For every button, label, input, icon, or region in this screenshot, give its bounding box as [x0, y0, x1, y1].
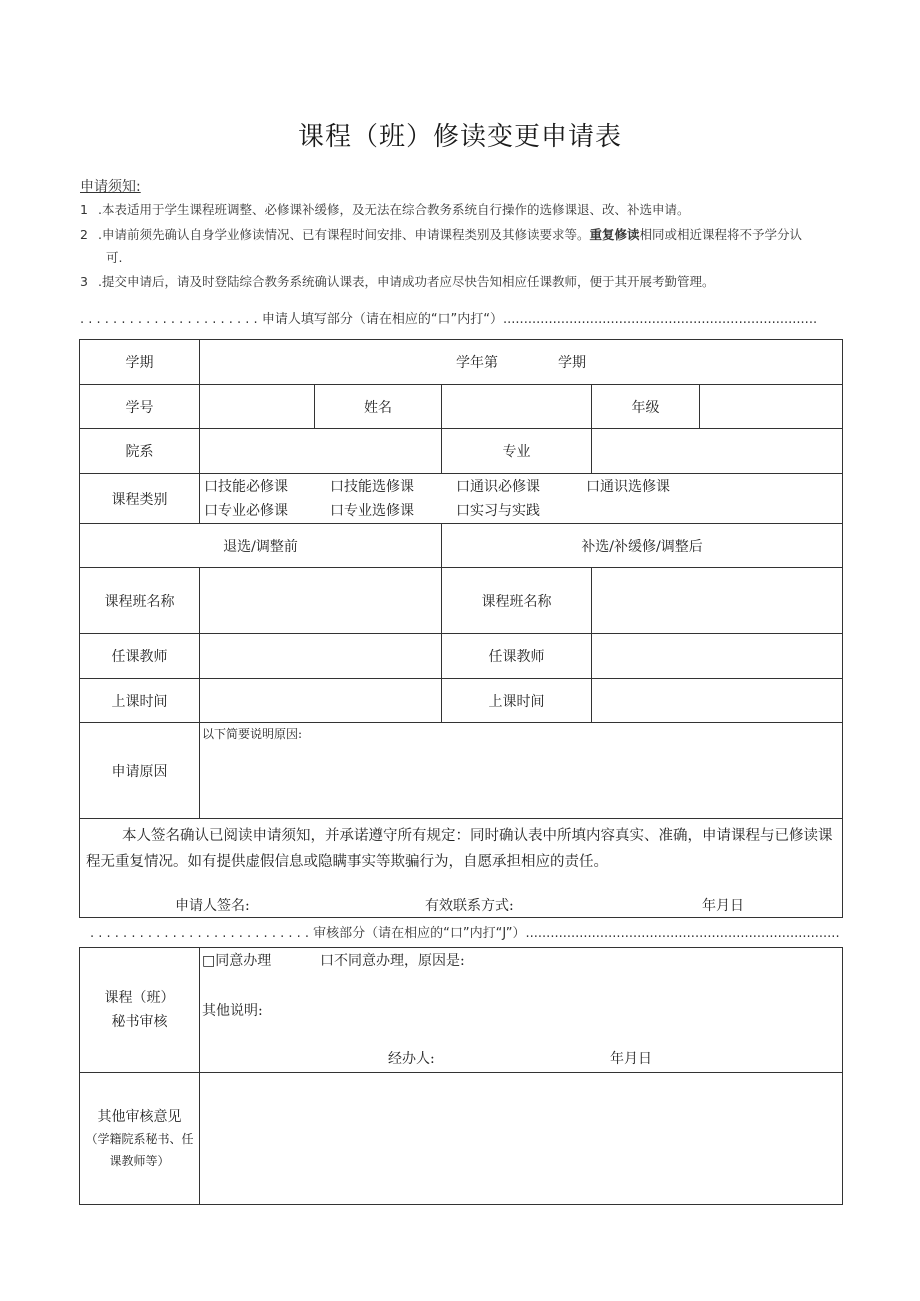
notice-number: 2 — [80, 227, 88, 242]
declaration-cell — [80, 819, 843, 918]
teacher-label: 任课教师 — [442, 634, 592, 679]
notice-text — [98, 226, 802, 244]
course-type-checkbox[interactable]: 口技能必修课 — [204, 478, 288, 495]
review-form-table — [79, 947, 843, 1205]
class-name-label: 课程班名称 — [80, 568, 200, 634]
application-form-table — [79, 339, 843, 918]
course-type-options — [200, 474, 843, 524]
secretary-review-label — [80, 948, 200, 1073]
before-adjust-header: 退选/调整前 — [80, 524, 442, 568]
major-field[interactable] — [592, 429, 843, 474]
notice-text: .提交申请后，请及时登陆综合教务系统确认课表，申请成功者应尽快告知相应任课教师，便于其开展考勤管理。 — [98, 274, 715, 289]
major-label: 专业 — [442, 429, 592, 474]
notice-text-part: .申请前须先确认自身学业修读情况、已有课程时间安排、申请课程类别及其修读要求等。 — [98, 227, 590, 242]
class-name-after-field[interactable] — [592, 568, 843, 634]
course-type-checkbox[interactable]: 口通识选修课 — [586, 478, 670, 495]
course-type-checkbox[interactable]: 口专业必修课 — [204, 502, 288, 519]
name-field[interactable] — [442, 385, 592, 429]
notice-heading: 申请须知: — [80, 179, 141, 195]
class-time-label: 上课时间 — [442, 679, 592, 723]
contact-label: 有效联系方式: — [425, 898, 514, 914]
declaration-text: 本人签名确认已阅读申请须知，并承诺遵守所有规定：同时确认表中所填内容真实、准确，申请课程与已修读课程无重复情况。如有提供虚假信息或隐瞒事实等欺骗行为，自愿承担相应的责任。 — [86, 828, 833, 870]
after-adjust-header: 补选/补缓修/调整后 — [442, 524, 843, 568]
grade-label: 年级 — [592, 385, 700, 429]
notice-continuation: 可. — [106, 250, 123, 265]
reason-label: 申请原因 — [80, 723, 200, 819]
other-note-label: 其他说明: — [202, 1003, 263, 1019]
notice-number: 1 — [80, 202, 88, 217]
course-type-row — [200, 475, 842, 499]
notice-text: .本表适用于学生课程班调整、必修课补缓修，及无法在综合教务系统自行操作的选修课退、改、补选申请。 — [98, 202, 690, 217]
course-type-checkbox[interactable]: 口通识必修课 — [456, 478, 540, 495]
class-time-after-field[interactable] — [592, 679, 843, 723]
notice-text-bold: 重复修读 — [589, 227, 640, 242]
notice-item — [80, 273, 860, 293]
teacher-after-field[interactable] — [592, 634, 843, 679]
notice-item — [80, 201, 860, 221]
course-type-checkbox[interactable]: 口实习与实践 — [456, 502, 540, 519]
review-date-label: 年月日 — [610, 1051, 652, 1067]
class-name-label: 课程班名称 — [442, 568, 592, 634]
course-type-row — [200, 499, 842, 523]
term-text: 学期 — [558, 355, 587, 371]
reason-hint: 以下简要说明原因: — [202, 727, 303, 741]
notice-text-part: 相同或相近课程将不予学分认 — [639, 227, 803, 242]
secretary-review-label-text: 课程（班）秘书审核 — [104, 990, 175, 1030]
course-type-checkbox[interactable]: 口技能选修课 — [330, 478, 414, 495]
reason-field[interactable] — [200, 723, 843, 819]
term-year-text: 学年第 — [456, 355, 499, 371]
secretary-review-cell — [200, 948, 843, 1073]
term-field[interactable] — [200, 340, 843, 385]
course-type-checkbox[interactable]: 口专业选修课 — [330, 502, 414, 519]
course-type-label: 课程类别 — [80, 474, 200, 524]
notice-item — [80, 226, 860, 246]
name-label: 姓名 — [315, 385, 442, 429]
review-section-separator: . . . . . . . . . . . . . . . . . . . . . . . . . . . 审核部分（请在相应的“口”内打“J”）............................................................................ — [90, 926, 840, 941]
term-label: 学期 — [80, 340, 200, 385]
notice-number: 3 — [80, 274, 88, 289]
class-time-before-field[interactable] — [200, 679, 442, 723]
handler-label: 经办人: — [388, 1051, 435, 1067]
student-id-label: 学号 — [80, 385, 200, 429]
other-review-subtitle: （学籍院系秘书、任课教师等） — [85, 1131, 194, 1168]
other-review-title: 其他审核意见 — [97, 1108, 182, 1125]
date-label: 年月日 — [702, 898, 744, 914]
page-title: 课程（班）修读变更申请表 — [297, 122, 622, 152]
grade-field[interactable] — [700, 385, 843, 429]
other-review-field[interactable] — [200, 1073, 843, 1205]
signature-label: 申请人签名: — [175, 898, 250, 914]
class-name-before-field[interactable] — [200, 568, 442, 634]
student-id-field[interactable] — [200, 385, 315, 429]
agree-checkbox[interactable]: □同意办理 — [202, 953, 272, 969]
class-time-label: 上课时间 — [80, 679, 200, 723]
other-review-label — [80, 1073, 200, 1205]
department-field[interactable] — [200, 429, 442, 474]
applicant-section-separator: . . . . . . . . . . . . . . . . . . . . . . 申请人填写部分（请在相应的“口”内打“）............................................................................ — [80, 312, 818, 327]
teacher-before-field[interactable] — [200, 634, 442, 679]
department-label: 院系 — [80, 429, 200, 474]
disagree-checkbox[interactable]: 口不同意办理，原因是: — [320, 953, 465, 969]
teacher-label: 任课教师 — [80, 634, 200, 679]
